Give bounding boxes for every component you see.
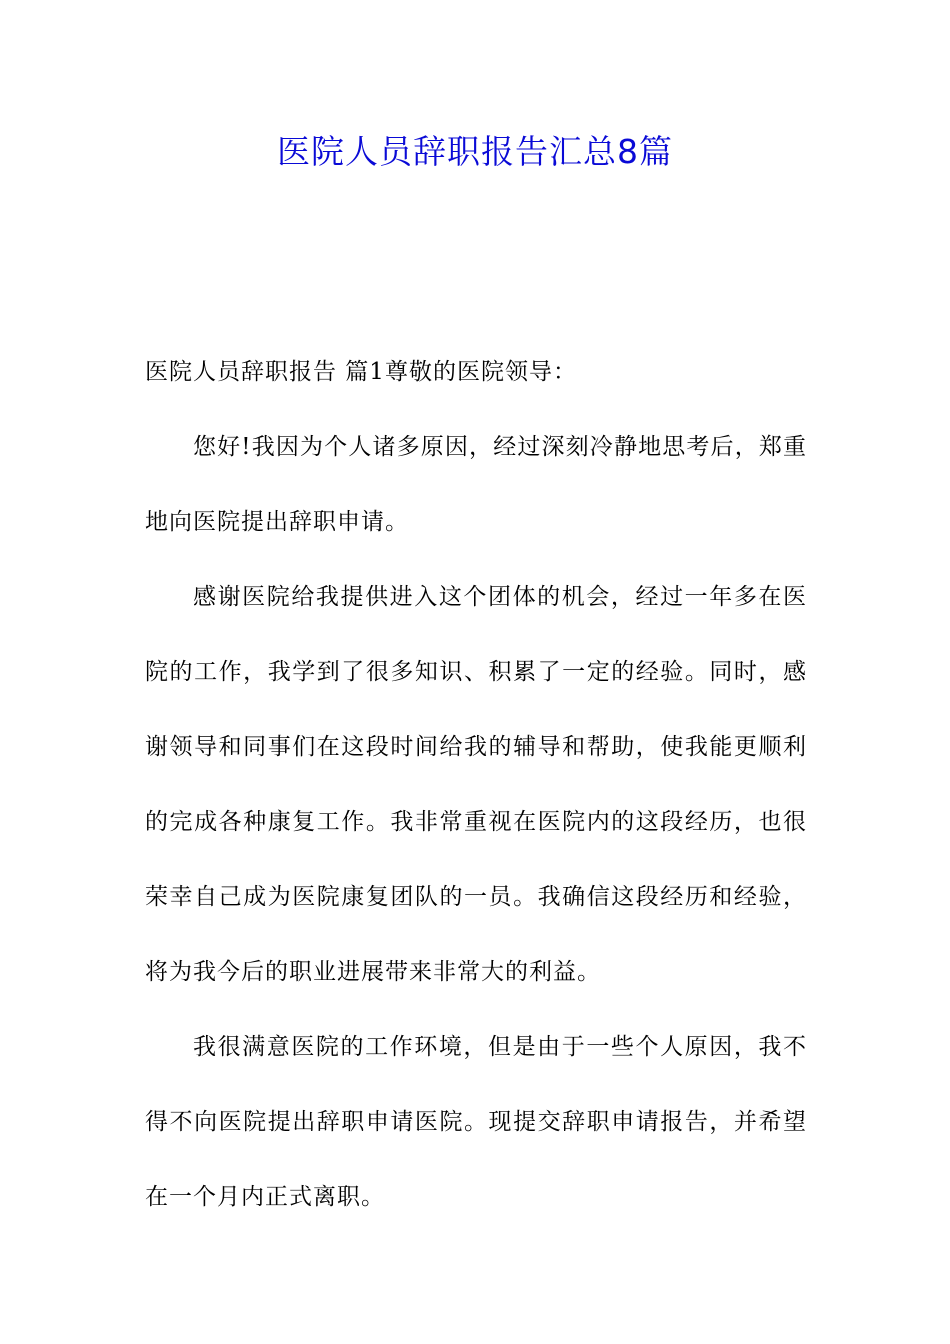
paragraph: 感谢医院给我提供进入这个团体的机会，经过一年多在医院的工作，我学到了很多知识、积累了一定的经验。同时，感谢领导和同事们在这段时间给我的辅导和帮助，使我能更顺利的完成各种康复工作。我非常重视在医院内的这段经历，也很荣幸自己成为医院康复团队的一员。我确信这段经历和经验，将为我今后的职业进展带来非常大的利益。 <box>145 584 807 985</box>
paragraph: 您好!我因为个人诸多原因，经过深刻冷静地思考后，郑重地向医院提出辞职申请。 <box>145 434 807 535</box>
document-body <box>145 335 807 1235</box>
paragraph-heading: 医院人员辞职报告 篇1尊敬的医院领导： <box>145 359 577 385</box>
paragraph: 我很满意医院的工作环境，但是由于一些个人原因，我不得不向医院提出辞职申请医院。现提交辞职申请报告，并希望在一个月内正式离职。 <box>145 1034 807 1210</box>
document-title: 医院人员辞职报告汇总8篇 <box>277 132 673 171</box>
